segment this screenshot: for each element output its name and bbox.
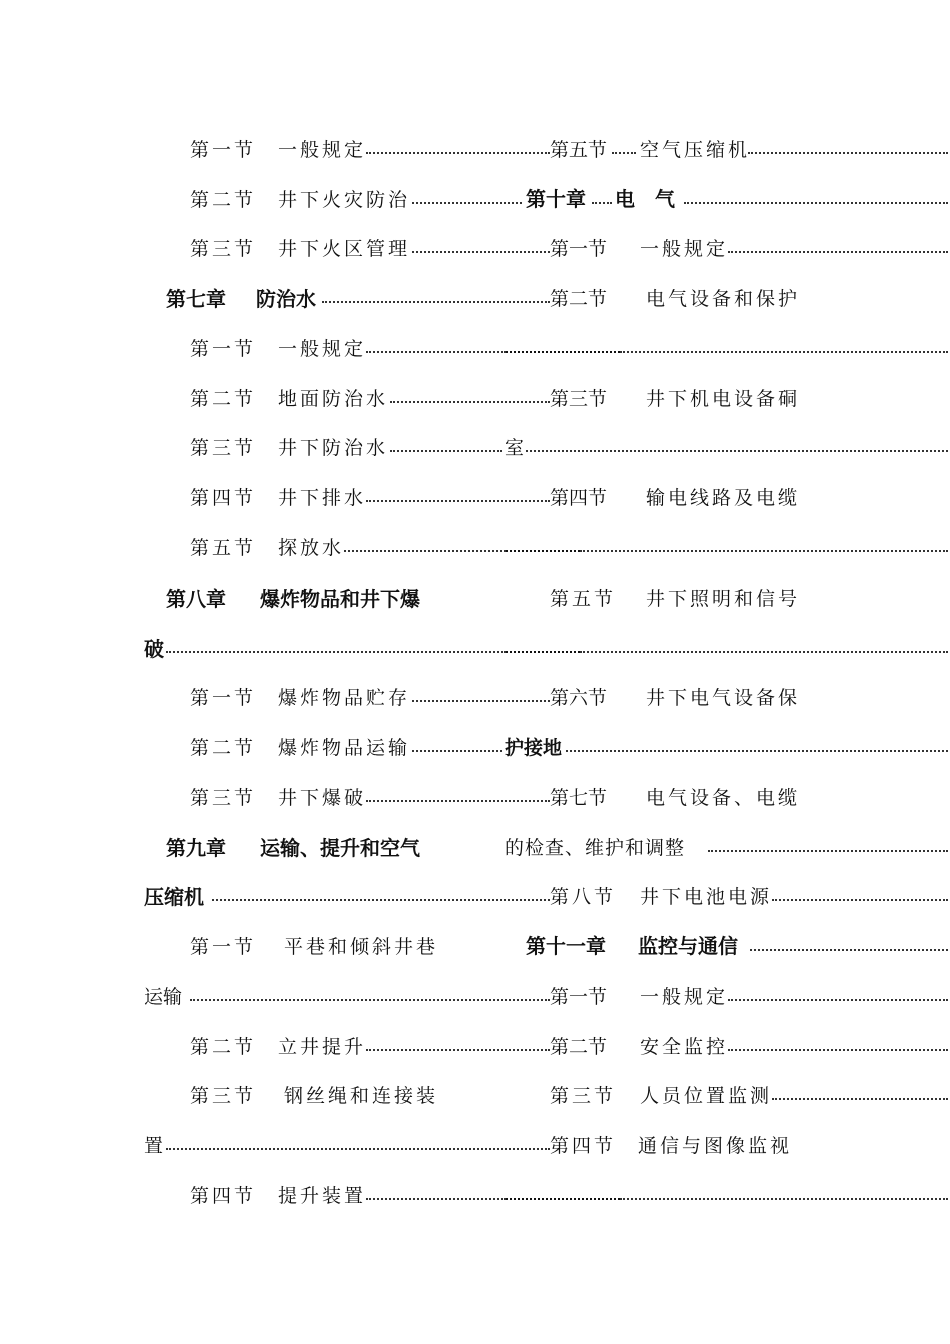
section-number: 第三节 <box>190 1085 257 1107</box>
leader-dots <box>390 446 502 452</box>
leader-dots <box>366 1045 550 1051</box>
section-title-continued: 置 <box>144 1135 167 1157</box>
section-number: 第一节 <box>190 139 257 161</box>
leader-dots <box>580 546 948 552</box>
section-number: 第一节 <box>190 936 257 958</box>
chapter-number: 第九章 <box>166 836 226 860</box>
section-title-continued: 的检查、维护和调整 <box>505 837 686 859</box>
leader-dots <box>412 198 522 204</box>
leader-dots <box>412 247 550 253</box>
chapter-title: 运输、提升和空气 <box>260 836 420 860</box>
leader-dots <box>592 198 612 204</box>
section-title: 输电线路及电缆 <box>646 487 801 509</box>
chapter-number: 第八章 <box>166 587 226 611</box>
leader-dots <box>772 895 948 901</box>
section-number: 第五节 <box>550 588 617 610</box>
section-title: 一般规定 <box>278 139 367 161</box>
leader-dots <box>728 995 948 1001</box>
leader-dots <box>750 945 948 951</box>
leader-dots <box>366 796 550 802</box>
section-title: 井下防治水 <box>278 437 389 459</box>
leader-dots <box>366 1194 506 1200</box>
section-number: 第二节 <box>550 1036 608 1058</box>
section-title: 井下火灾防治 <box>278 189 411 211</box>
leader-dots <box>506 1194 620 1200</box>
leader-dots <box>166 1144 550 1150</box>
section-number: 第四节 <box>550 1135 617 1157</box>
section-number: 第二节 <box>190 737 257 759</box>
section-number: 第三节 <box>190 787 257 809</box>
leader-dots <box>728 247 948 253</box>
section-number: 第八节 <box>550 886 617 908</box>
chapter-title: 爆炸物品和井下爆 <box>260 587 420 611</box>
section-title: 井下机电设备硐 <box>646 388 801 410</box>
section-title: 通信与图像监视 <box>638 1135 793 1157</box>
section-title: 地面防治水 <box>278 388 389 410</box>
section-title-continued: 运输 <box>144 986 183 1008</box>
section-title: 空气压缩机 <box>640 139 751 161</box>
section-title: 井下火区管理 <box>278 238 411 260</box>
section-number: 第一节 <box>550 238 608 260</box>
leader-dots <box>344 546 506 552</box>
leader-dots <box>566 746 948 752</box>
leader-dots <box>620 347 948 353</box>
chapter-title-continued: 压缩机 <box>144 885 204 909</box>
section-number: 第五节 <box>550 139 608 161</box>
section-number: 第四节 <box>190 1185 257 1207</box>
leader-dots <box>612 148 636 154</box>
leader-dots <box>506 546 580 552</box>
section-number: 第四节 <box>550 487 608 509</box>
section-number: 第一节 <box>190 687 257 709</box>
leader-dots <box>412 696 550 702</box>
section-number: 第四节 <box>190 487 257 509</box>
section-title: 立井提升 <box>278 1036 367 1058</box>
leader-dots <box>390 397 550 403</box>
section-title: 人员位置监测 <box>640 1085 773 1107</box>
section-title: 电气设备、电缆 <box>646 787 801 809</box>
section-number: 第三节 <box>550 388 608 410</box>
section-title: 一般规定 <box>278 338 367 360</box>
leader-dots <box>366 496 550 502</box>
section-title-continued: 护接地 <box>505 737 563 759</box>
section-title: 一般规定 <box>640 986 729 1008</box>
leader-dots <box>322 297 550 303</box>
section-number: 第七节 <box>550 787 608 809</box>
section-number: 第三节 <box>550 1085 617 1107</box>
leader-dots <box>728 1045 948 1051</box>
leader-dots <box>580 647 948 653</box>
section-number: 第三节 <box>190 437 257 459</box>
section-title: 爆炸物品贮存 <box>278 687 411 709</box>
section-number: 第二节 <box>190 388 257 410</box>
chapter-number: 第十一章 <box>526 934 606 958</box>
leader-dots <box>684 198 948 204</box>
section-number: 第二节 <box>190 1036 257 1058</box>
chapter-title: 电 气 <box>615 187 675 211</box>
section-title: 井下排水 <box>278 487 367 509</box>
leader-dots <box>526 446 948 452</box>
section-number: 第五节 <box>190 537 257 559</box>
section-number: 第二节 <box>190 189 257 211</box>
section-number: 第一节 <box>190 338 257 360</box>
section-title: 爆炸物品运输 <box>278 737 411 759</box>
leader-dots <box>366 148 550 154</box>
section-title: 提升装置 <box>278 1185 367 1207</box>
section-title: 井下照明和信号 <box>646 588 801 610</box>
section-title-continued: 室 <box>505 437 528 459</box>
section-title: 平巷和倾斜井巷 <box>284 936 439 958</box>
section-title: 井下电池电源 <box>640 886 773 908</box>
leader-dots <box>366 347 506 353</box>
leader-dots <box>190 995 550 1001</box>
leader-dots <box>166 647 506 653</box>
leader-dots <box>772 1094 948 1100</box>
section-number: 第二节 <box>550 288 608 310</box>
leader-dots <box>506 647 580 653</box>
section-title: 一般规定 <box>640 238 729 260</box>
section-number: 第六节 <box>550 687 608 709</box>
leader-dots <box>708 846 948 852</box>
chapter-title-continued: 破 <box>144 637 164 661</box>
section-title: 电气设备和保护 <box>646 288 801 310</box>
section-title: 探放水 <box>278 537 345 559</box>
section-title: 井下电气设备保 <box>646 687 801 709</box>
leader-dots <box>506 347 620 353</box>
leader-dots <box>620 1194 948 1200</box>
section-number: 第一节 <box>550 986 608 1008</box>
section-title: 井下爆破 <box>278 787 367 809</box>
chapter-title: 监控与通信 <box>638 934 738 958</box>
leader-dots <box>748 148 948 154</box>
section-number: 第三节 <box>190 238 257 260</box>
leader-dots <box>212 895 550 901</box>
section-title: 安全监控 <box>640 1036 729 1058</box>
chapter-number: 第十章 <box>526 187 586 211</box>
chapter-title: 防治水 <box>256 287 316 311</box>
leader-dots <box>412 746 502 752</box>
chapter-number: 第七章 <box>166 287 226 311</box>
section-title: 钢丝绳和连接装 <box>284 1085 439 1107</box>
